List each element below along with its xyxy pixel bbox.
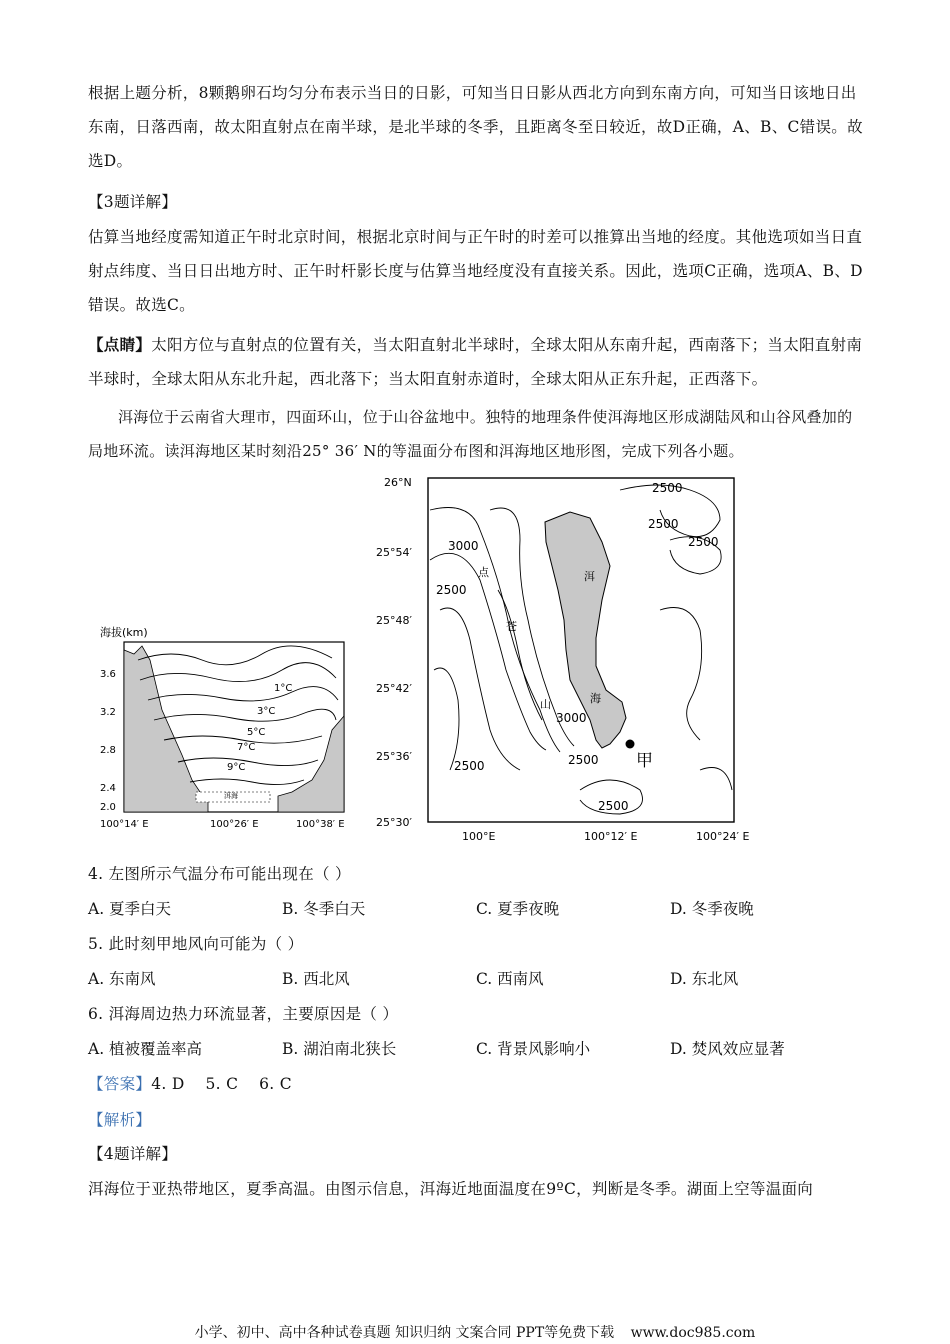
contour-label-se-2500: 2500 bbox=[598, 799, 629, 813]
ytick-3-2: 3.2 bbox=[100, 707, 116, 718]
terrain-left-slope bbox=[124, 646, 208, 812]
lat-26n: 26°N bbox=[384, 476, 412, 489]
contour-label-w-3000: 3000 bbox=[448, 539, 479, 553]
page-footer bbox=[0, 1322, 950, 1342]
isotherm-label-3c: 3°C bbox=[257, 706, 276, 717]
isotherm-line-2 bbox=[140, 663, 336, 682]
ytick-2-8: 2.8 bbox=[100, 745, 116, 756]
isotherm-line-7 bbox=[190, 779, 304, 785]
question-5-option-c: C. 西南风 bbox=[476, 970, 544, 988]
question-5-option-d: D. 东北风 bbox=[670, 970, 739, 988]
mountain-char-1: 点 bbox=[478, 566, 489, 579]
answer-label: 【答案】 bbox=[88, 1075, 152, 1093]
analysis-label: 【解析】 bbox=[88, 1111, 152, 1129]
erhai-topographic-map bbox=[370, 470, 765, 845]
lon-100e: 100°E bbox=[462, 830, 496, 843]
isotherm-line-6 bbox=[178, 758, 318, 766]
paragraph-q4-detail: 洱海位于亚热带地区，夏季高温。由图示信息，洱海近地面温度在9ºC，判断是冬季。湖面上空等温面向 bbox=[88, 1180, 814, 1198]
point-jia-label: 甲 bbox=[636, 751, 653, 771]
question-6-option-d: D. 焚风效应显著 bbox=[670, 1040, 785, 1058]
lon-100-24: 100°24′ E bbox=[696, 830, 750, 843]
xtick-100-38: 100°38′ E bbox=[296, 819, 345, 830]
lat-25-36: 25°36′ bbox=[376, 750, 412, 763]
isotherm-line-3 bbox=[148, 687, 338, 701]
question-4-option-b: B. 冬季白天 bbox=[282, 900, 366, 918]
lat-25-48: 25°48′ bbox=[376, 614, 412, 627]
contour-east-1 bbox=[660, 608, 702, 741]
question-4-option-c: C. 夏季夜晚 bbox=[476, 900, 560, 918]
paragraph-erhai-intro: 洱海位于云南省大理市，四面环山，位于山谷盆地中。独特的地理条件使洱海地区形成湖陆风和山谷风叠加的局地环流。读洱海地区某时刻沿25° 36′ N的等温面分布图和洱海地区地形图，完成下列各小题。 bbox=[88, 408, 853, 460]
lat-25-42: 25°42′ bbox=[376, 682, 412, 695]
ytick-3-6: 3.6 bbox=[100, 669, 116, 680]
lake-char-2: 海 bbox=[590, 692, 601, 705]
isotherm-cross-section-figure bbox=[92, 620, 372, 835]
footer-text: 小学、初中、高中各种试卷真题 知识归纳 文案合同 PPT等免费下载 bbox=[194, 1325, 615, 1341]
mountain-char-2: 苍 bbox=[506, 620, 517, 633]
question-5-option-a: A. 东南风 bbox=[88, 970, 156, 988]
lat-25-54: 25°54′ bbox=[376, 546, 412, 559]
answer-text: 4. D 5. C 6. C bbox=[151, 1075, 292, 1093]
heading-q4-detail: 【4题详解】 bbox=[88, 1145, 178, 1163]
tip-text: 太阳方位与直射点的位置有关，当太阳直射北半球时，全球太阳从东南升起，西南落下；当太阳直射南半球时，全球太阳从东北升起，西北落下；当太阳直射赤道时，全球太阳从正东升起，正西落下。 bbox=[88, 336, 863, 388]
question-6-option-b: B. 湖泊南北狭长 bbox=[282, 1040, 397, 1058]
question-4-option-d: D. 冬季夜晚 bbox=[670, 900, 754, 918]
answer-line bbox=[88, 1072, 292, 1094]
paragraph-tip bbox=[88, 328, 863, 396]
contour-label-w-2500: 2500 bbox=[436, 583, 467, 597]
heading-q3-detail: 【3题详解】 bbox=[88, 193, 178, 211]
paragraph-2-conclusion: 根据上题分析，8颗鹅卵石均匀分布表示当日的日影，可知当日日影从西北方向到东南方向，可知当日该地日出东南，日落西南，故太阳直射点在南半球，是北半球的冬季，且距离冬至日较近，故D正确，A、B、C错误。故选D。 bbox=[88, 84, 863, 170]
isotherm-line-4 bbox=[154, 709, 336, 721]
lon-100-12: 100°12′ E bbox=[584, 830, 638, 843]
terrain-right-slope bbox=[278, 716, 344, 812]
mountain-char-3: 山 bbox=[540, 698, 551, 711]
contour-label-ne-2500b: 2500 bbox=[648, 517, 679, 531]
ytick-2-0: 2.0 bbox=[100, 802, 116, 813]
question-5-stem: 5. 此时刻甲地风向可能为（ ） bbox=[88, 935, 304, 953]
isotherm-label-7c: 7°C bbox=[237, 742, 256, 753]
contour-east-2 bbox=[700, 768, 732, 791]
question-4-option-a: A. 夏季白天 bbox=[88, 900, 172, 918]
contour-label-s-3000: 3000 bbox=[556, 711, 587, 725]
point-jia-marker bbox=[626, 740, 635, 749]
lat-25-30: 25°30′ bbox=[376, 816, 412, 829]
question-4-stem: 4. 左图所示气温分布可能出现在（ ） bbox=[88, 865, 351, 883]
isotherm-label-9c: 9°C bbox=[227, 762, 246, 773]
isotherm-label-1c: 1°C bbox=[274, 683, 293, 694]
contour-label-ne-2500a: 2500 bbox=[652, 481, 683, 495]
question-5-option-b: B. 西北风 bbox=[282, 970, 350, 988]
xtick-100-26: 100°26′ E bbox=[210, 819, 259, 830]
left-ylabel: 海拔(km) bbox=[100, 626, 148, 639]
lake-char-1: 洱 bbox=[584, 570, 595, 583]
xtick-100-14: 100°14′ E bbox=[100, 819, 149, 830]
isotherm-line-1 bbox=[138, 646, 332, 665]
left-lake-label: 洱海 bbox=[224, 792, 238, 800]
isotherm-label-5c: 5°C bbox=[247, 727, 266, 738]
ytick-2-4: 2.4 bbox=[100, 783, 116, 794]
contour-label-ne-2500c: 2500 bbox=[688, 535, 719, 549]
footer-site-link[interactable]: www.doc985.com bbox=[630, 1325, 756, 1341]
question-6-option-a: A. 植被覆盖率高 bbox=[88, 1040, 203, 1058]
question-6-stem: 6. 洱海周边热力环流显著，主要原因是（ ） bbox=[88, 1005, 399, 1023]
contour-label-s-2500: 2500 bbox=[568, 753, 599, 767]
contour-west-6 bbox=[434, 668, 459, 770]
paragraph-q3-detail: 估算当地经度需知道正午时北京时间，根据北京时间与正午时的时差可以推算出当地的经度。其他选项如当日直射点纬度、当日日出地方时、正午时杆影长度与估算当地经度没有直接关系。因此，选项C正确，选项A、B、D错误。故选C。 bbox=[88, 228, 863, 314]
tip-label: 【点睛】 bbox=[88, 335, 152, 354]
question-6-option-c: C. 背景风影响小 bbox=[476, 1040, 591, 1058]
contour-label-sw-2500: 2500 bbox=[454, 759, 485, 773]
